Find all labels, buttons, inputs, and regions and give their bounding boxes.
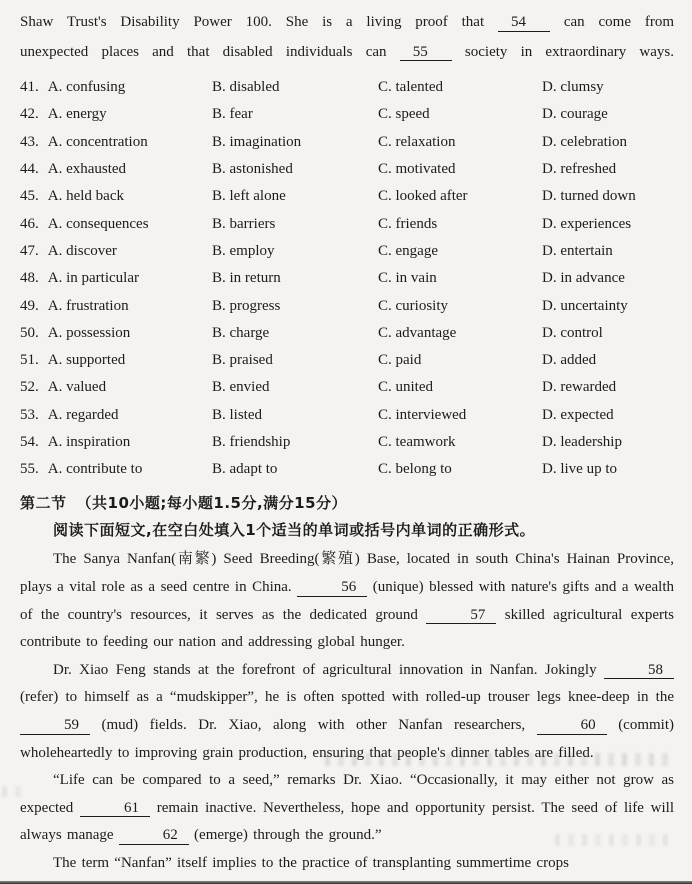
option-a: A. concentration [47,133,148,150]
question-number: 55. [20,461,39,478]
option-a: A. exhausted [47,161,127,178]
option-a-cell [20,106,212,123]
option-a-cell [20,461,212,478]
option-b: B. friendship [212,434,291,450]
option-a-cell [20,325,212,342]
option-d: D. in advance [542,270,625,287]
option-d: D. uncertainty [542,297,628,314]
passage-text: skilled agricultural experts contribute to feeding our nation and addressing global hunger. [20,606,675,651]
option-c: C. advantage [378,324,457,341]
option-row [20,429,674,456]
option-b: B. left alone [212,188,286,205]
option-a-cell [20,243,212,260]
option-a: A. in particular [47,270,139,287]
option-a-cell [20,298,212,315]
option-b: B. praised [212,352,273,369]
option-row [20,238,674,265]
question-number: 51. [20,352,39,369]
intro-text: Shaw Trust's Disability Power 100. She is a living proof that [20,14,485,30]
option-a: A. inspiration [47,434,131,450]
question-number: 47. [20,242,39,259]
option-row [20,347,674,374]
option-c: C. looked after [378,188,468,205]
option-row [20,456,674,483]
option-d: D. entertain [542,242,613,259]
option-row [20,265,674,292]
option-c: C. in vain [378,270,437,287]
question-number: 50. [20,324,39,341]
intro-line-2 [20,38,674,68]
option-b: B. in return [212,270,281,287]
option-a-cell [20,352,212,369]
question-number: 46. [20,215,39,232]
passage-paragraph-4 [20,850,674,878]
question-number: 44. [20,161,39,178]
passage-paragraph-3 [20,767,674,850]
option-row [20,101,674,128]
passage-text: (commit) wholeheartedly to improving grain production, ensuring that people's dinner tables are filled. [20,717,675,761]
question-number: 41. [20,79,39,96]
passage-text: The term “Nanfan” itself implies to the practice of transplanting summertime crops [53,854,569,871]
passage-text: (refer) to himself as a “mudskipper”, he is often spotted with rolled-up trouser legs knee-deep in the [20,689,674,706]
passage-text: (unique) blessed with nature's gifts and a wealth of the country's resources, it serves as the dedicated ground [20,579,675,623]
option-c: C. motivated [378,161,456,178]
blank-62: 62 [119,827,189,845]
question-number: 45. [20,188,39,205]
question-number: 42. [20,106,39,123]
option-c: C. relaxation [378,133,456,150]
passage-text: The Sanya Nanfan(南繁) Seed Breeding(繁殖) Base, located in south China's Hainan Province, plays a vital role as a seed centre in China. [20,551,674,596]
passage-text: “Life can be compared to a seed,” remarks Dr. Xiao. “Occasionally, it may either not grow as expected [20,772,674,816]
question-number: 48. [20,270,39,287]
option-c: C. friends [378,215,438,232]
option-row [20,74,674,101]
option-d: D. live up to [542,461,617,478]
question-number: 53. [20,406,39,423]
option-a: A. possession [47,324,131,341]
intro-text: society in extraordinary ways. [464,43,674,60]
option-b: B. employ [212,242,275,259]
options-table [20,74,674,483]
question-number: 43. [20,133,39,150]
section-header [20,490,674,517]
question-number: 49. [20,297,39,314]
blank-55: 55 [400,44,452,62]
option-row [20,183,674,210]
option-b: B. progress [212,297,281,314]
option-a: A. energy [47,106,107,123]
option-a-cell [20,134,212,151]
option-b: B. barriers [212,215,276,232]
option-c: C. interviewed [378,406,467,423]
option-c: C. curiosity [378,297,448,314]
option-d: D. courage [542,106,608,123]
blank-60: 60 [537,717,607,735]
intro-line-1 [20,8,674,38]
option-a: A. confusing [47,79,126,96]
option-a: A. frustration [47,297,129,314]
option-b: B. astonished [212,161,293,178]
blank-58: 58 [604,662,674,680]
option-c: C. speed [378,106,430,123]
section-points: （共10小题;每小题1.5分,满分15分） [76,494,348,513]
option-a-cell [20,79,212,96]
option-row [20,320,674,347]
passage-text: (emerge) through the ground.” [194,827,382,844]
option-a: A. contribute to [47,461,143,478]
passage [20,546,674,877]
option-d: D. expected [542,406,614,423]
section-title: 第二节 [20,494,67,513]
option-d: D. added [542,352,597,369]
blank-56: 56 [297,579,367,597]
option-a: A. regarded [47,406,119,423]
option-b: B. envied [212,379,270,396]
passage-text: Dr. Xiao Feng stands at the forefront of agricultural innovation in Nanfan. Jokingly [53,661,597,678]
option-a-cell [20,407,212,424]
passage-text: (mud) fields. Dr. Xiao, along with other Nanfan researchers, [101,717,526,734]
option-a: A. consequences [47,215,149,232]
option-d: D. experiences [542,215,632,232]
option-b: B. fear [212,106,253,123]
option-row [20,402,674,429]
option-a-cell [20,270,212,287]
option-d: D. leadership [542,434,622,450]
option-b: B. disabled [212,79,280,96]
question-number: 54. [20,434,39,450]
option-b: B. imagination [212,133,302,150]
option-d: D. turned down [542,188,636,205]
option-a: A. discover [47,242,117,259]
blank-61: 61 [80,800,150,818]
option-b: B. listed [212,406,263,423]
option-c: C. paid [378,352,422,369]
option-a-cell [20,434,212,451]
blank-54: 54 [498,14,550,32]
option-c: C. united [378,379,433,396]
blank-59: 59 [20,717,90,735]
option-d: D. refreshed [542,161,617,178]
option-d: D. celebration [542,133,627,150]
option-a-cell [20,161,212,178]
option-b: B. adapt to [212,461,278,478]
option-c: C. teamwork [378,434,456,450]
question-number: 52. [20,379,39,396]
blank-57: 57 [426,607,496,625]
option-c: C. belong to [378,461,452,478]
passage-paragraph-1 [20,546,674,656]
option-d: D. clumsy [542,79,604,96]
option-a: A. valued [47,379,107,396]
option-a: A. supported [47,352,126,369]
option-a-cell [20,188,212,205]
option-b: B. charge [212,324,270,341]
option-a-cell [20,379,212,396]
option-row [20,292,674,319]
option-d: D. rewarded [542,379,617,396]
section-instruction: 阅读下面短文,在空白处填入1个适当的单词或括号内单词的正确形式。 [53,521,536,540]
option-c: C. talented [378,79,443,96]
option-a-cell [20,216,212,233]
option-row [20,374,674,401]
option-a: A. held back [47,188,124,205]
passage-text: remain inactive. Nevertheless, hope and opportunity persist. The seed of life will always manage [20,799,674,844]
option-row [20,156,674,183]
intro-text: can come from [563,14,674,30]
passage-paragraph-2 [20,657,674,767]
option-c: C. engage [378,242,438,259]
option-d: D. control [542,324,603,341]
intro-text: unexpected places and that disabled individuals can [20,43,387,60]
option-row [20,129,674,156]
option-row [20,210,674,237]
